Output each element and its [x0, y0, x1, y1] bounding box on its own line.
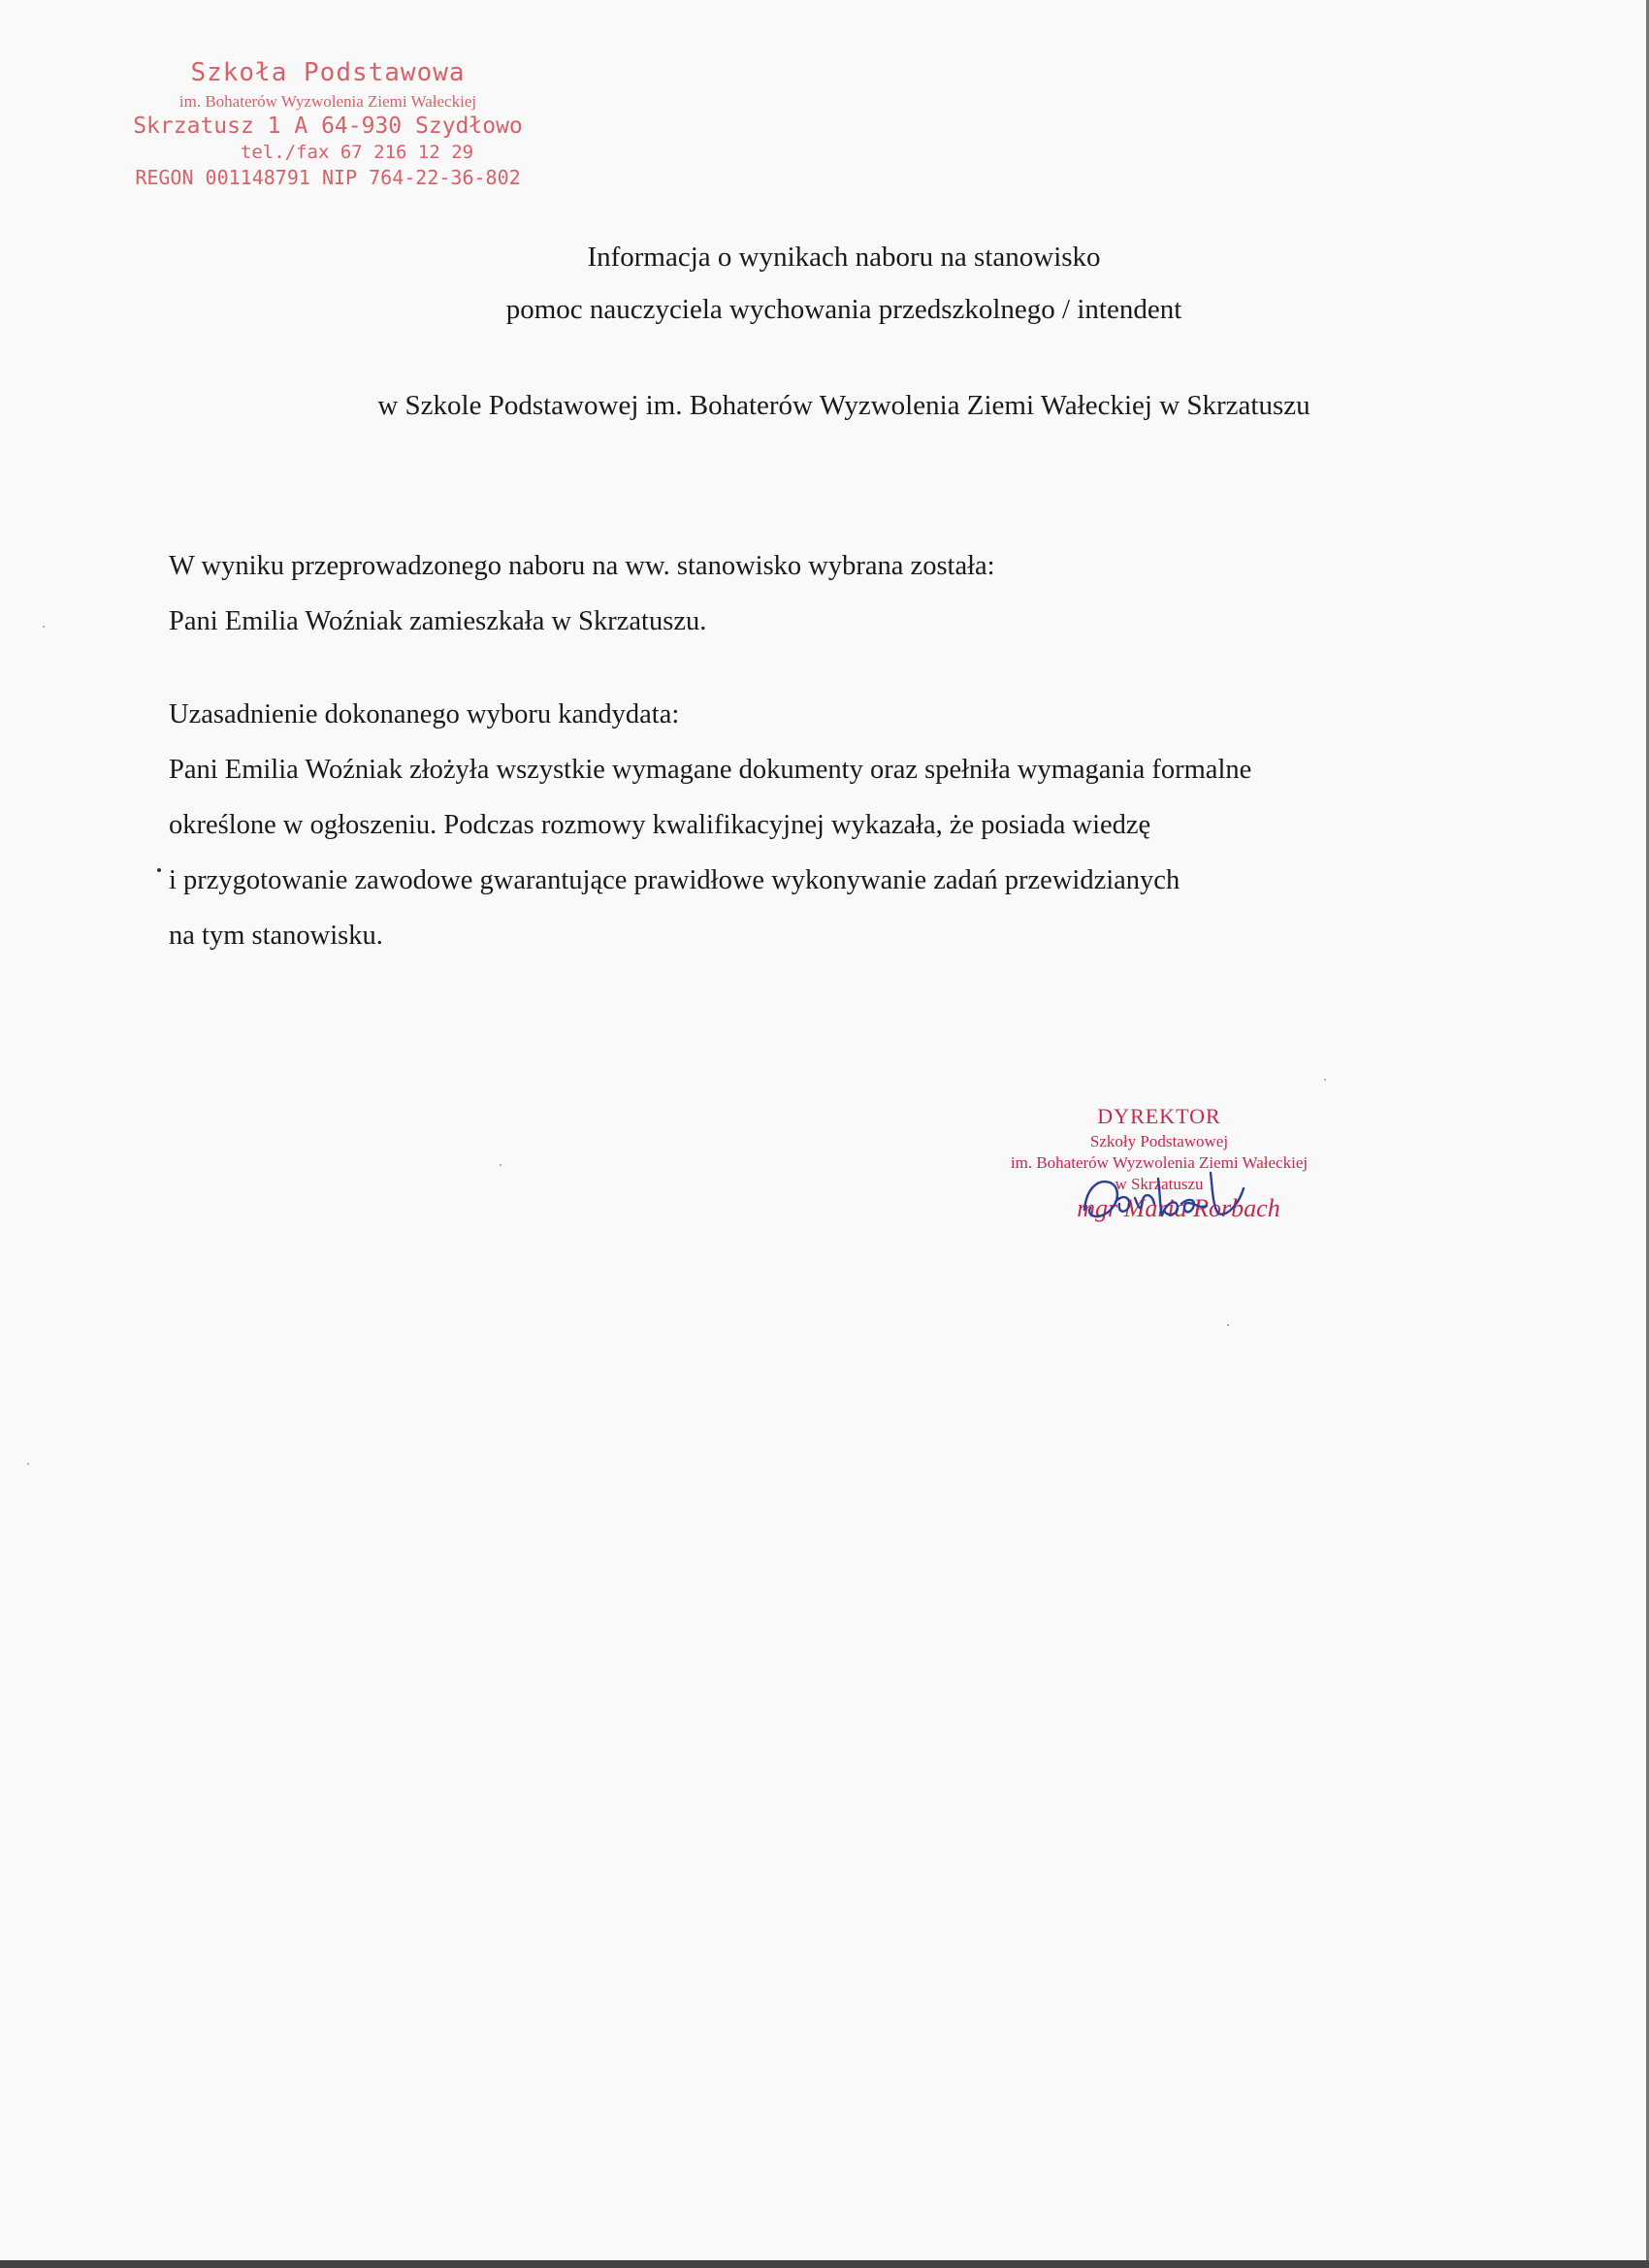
handwritten-signature [1077, 1159, 1251, 1237]
stamp-director-patron: im. Bohaterów Wyzwolenia Ziemi Wałeckiej [1010, 1153, 1309, 1172]
scan-edge-bottom [0, 2260, 1649, 2268]
stamp-director-location: w Skrzatuszu [1115, 1175, 1204, 1193]
stamp-director-school: Szkoły Podstawowej [1089, 1132, 1229, 1150]
stamp-director-name: mgr Maria Rorbach [1077, 1194, 1280, 1222]
stamp-regon-nip: REGON 001148791 NIP 764-22-36-802 [135, 166, 521, 189]
scan-speck [27, 1463, 29, 1465]
justification-line-1: Pani Emilia Woźniak złożyła wszystkie wymagane dokumenty oraz spełniła wymagania formalne [169, 755, 1252, 785]
result-line-2: Pani Emilia Woźniak zamieszkała w Skrzatuszu. [169, 606, 707, 636]
scan-speck [43, 626, 45, 628]
result-line-1: W wyniku przeprowadzonego naboru na ww. stanowisko wybrana została: [169, 551, 995, 581]
justification-line-4: na tym stanowisku. [169, 921, 383, 951]
justification-paragraph [169, 687, 1527, 963]
result-paragraph [169, 538, 1527, 649]
scan-speck [1227, 1324, 1229, 1326]
justification-line-3: i przygotowanie zawodowe gwarantujące prawidłowe wykonywanie zadań przewidzianych [169, 865, 1180, 895]
stamp-director-title: DYREKTOR [1097, 1104, 1221, 1128]
scan-speck [500, 1164, 501, 1166]
justification-line-2: określone w ogłoszeniu. Podczas rozmowy kwalifikacyjnej wykazała, że posiada wiedzę [169, 810, 1151, 840]
scan-speck [1324, 1079, 1326, 1081]
stamp-school-patron: im. Bohaterów Wyzwolenia Ziemi Wałeckiej [178, 92, 477, 111]
document-title-line-3: w Szkole Podstawowej im. Bohaterów Wyzwolenia Ziemi Wałeckiej w Skrzatuszu [377, 390, 1310, 421]
school-header-stamp [105, 60, 551, 187]
scan-dot [157, 868, 161, 872]
stamp-address: Skrzatusz 1 A 64-930 Szydłowo [133, 113, 523, 139]
stamp-school-name: Szkoła Podstawowa [190, 58, 466, 87]
justification-heading: Uzasadnienie dokonanego wyboru kandydata: [169, 699, 680, 729]
document-title-line-2: pomoc nauczyciela wychowania przedszkolnego / intendent [505, 294, 1182, 325]
document-title-line-1: Informacja o wynikach naboru na stanowisko [587, 242, 1101, 273]
stamp-phone: tel./fax 67 216 12 29 [240, 142, 474, 163]
